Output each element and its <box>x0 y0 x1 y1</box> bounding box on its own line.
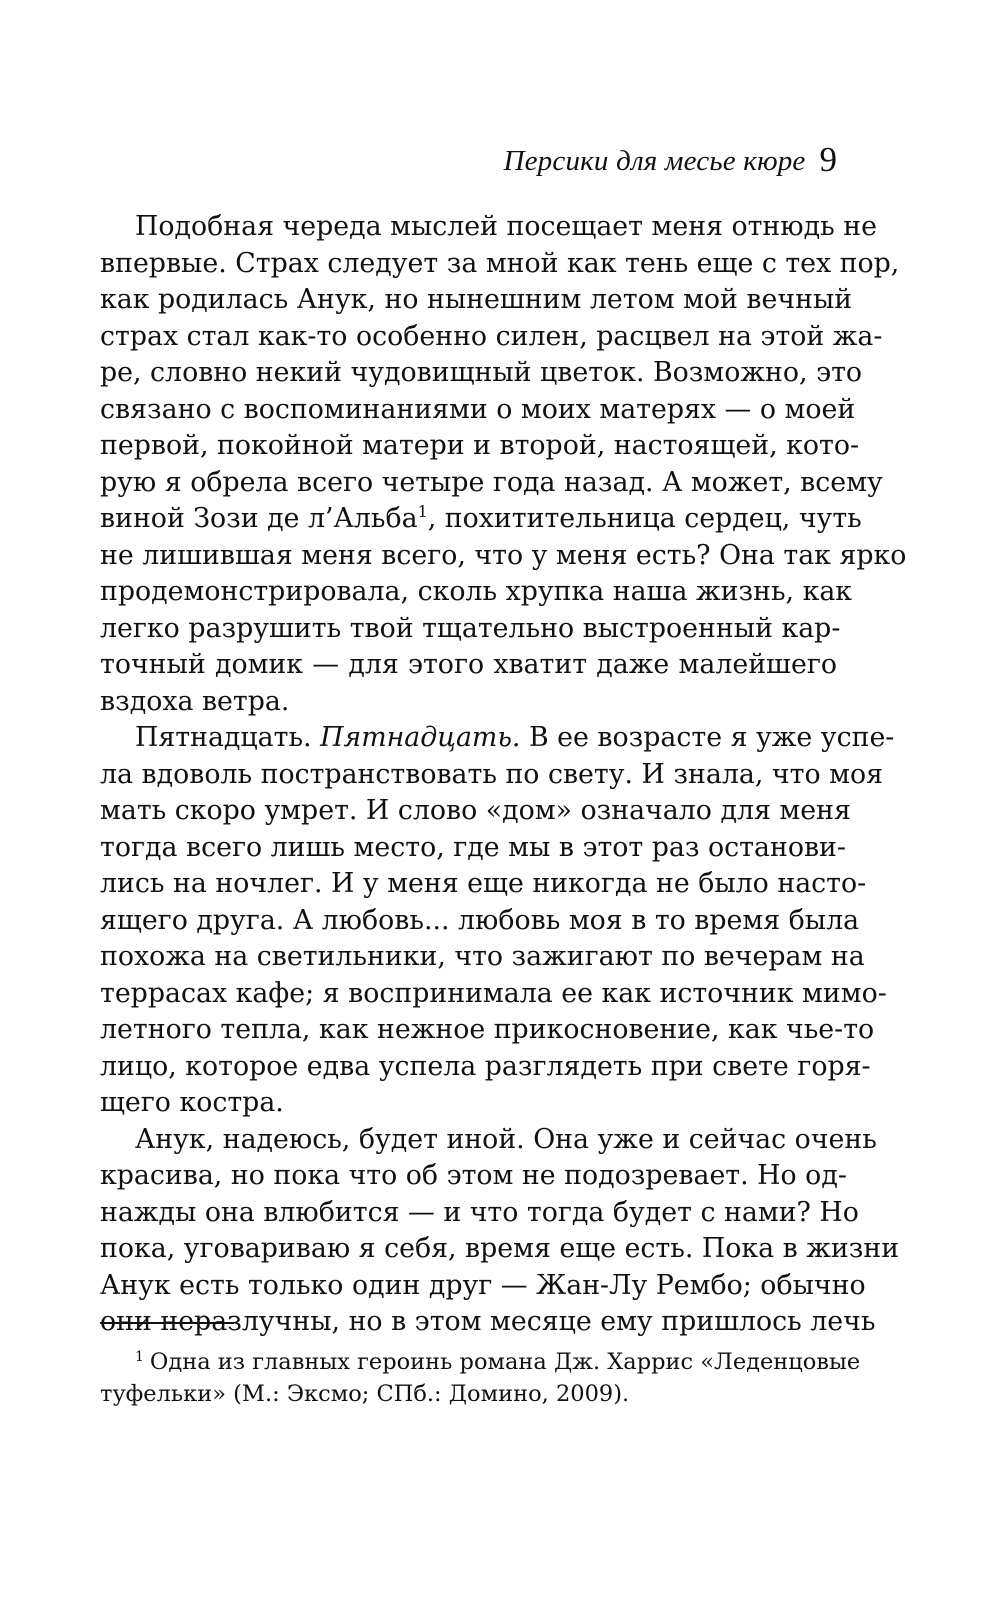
text-line: вздоха ветра. <box>100 685 290 717</box>
paragraph-3 <box>100 1122 900 1341</box>
text-line: впервые. Страх следует за мной как тень еще с тех пор, <box>100 247 900 279</box>
footnote-marker: 1 <box>135 1349 144 1365</box>
text-line: лись на ночлег. И у меня еще никогда не было насто- <box>100 868 867 899</box>
text-line: ящего друга. А любовь... любовь моя в то время была <box>100 904 860 936</box>
italic-emphasis: Пятнадцать. <box>320 722 521 753</box>
text-line: легко разрушить твой тщательно выстроенный кар- <box>100 612 841 644</box>
text-line: продемонстрировала, сколь хрупка наша жизнь, как <box>100 576 853 607</box>
text-fragment: виной Зози де л’Альба <box>100 503 418 534</box>
text-line: они неразлучны, но в этом месяце ему пришлось лечь <box>100 1306 876 1337</box>
text-line: рую я обрела всего четыре года назад. А может, всему <box>100 466 883 498</box>
paragraph-1 <box>100 209 907 720</box>
running-head <box>0 140 837 180</box>
text-line: Подобная череда мыслей посещает меня отнюдь не <box>135 211 877 242</box>
text-line: ла вдоволь постранствовать по свету. И знала, что моя <box>100 758 883 790</box>
text-line: первой, покойной матери и второй, настоящей, кото- <box>100 430 860 461</box>
text-line: щего костра. <box>100 1087 284 1118</box>
text-line: как родилась Анук, но нынешним летом мой вечный <box>100 284 853 315</box>
text-line: красива, но пока что об этом не подозревает. Но од- <box>100 1160 847 1191</box>
text-line: тогда всего лишь место, где мы в этот раз останови- <box>100 831 846 863</box>
footnote-reference: 1 <box>417 502 428 521</box>
text-fragment: Пятнадцать. <box>135 722 312 753</box>
footnote-divider <box>100 1322 234 1324</box>
text-line: Анук есть только один друг — Жан-Лу Рембо; обычно <box>100 1269 866 1301</box>
text-line: мать скоро умрет. И слово «дом» означало для меня <box>100 795 851 826</box>
text-line: ре, словно некий чудовищный цветок. Возможно, это <box>100 357 863 388</box>
text-line: пока, уговариваю я себя, время еще есть. Пока в жизни <box>100 1233 900 1264</box>
text-fragment: , похитительница сердец, чуть <box>427 503 862 534</box>
footnote-line <box>100 1346 861 1378</box>
text-line: похожа на светильники, что зажигают по вечерам на <box>100 941 865 972</box>
page-number: 9 <box>819 140 837 179</box>
text-line: страх стал как-то особенно силен, расцвел на этой жа- <box>100 320 883 352</box>
footnote-text: Одна из главных героинь романа Дж. Харрис «Леденцовые <box>149 1349 861 1375</box>
footnote <box>100 1346 861 1410</box>
footnote-line: туфельки» (М.: Эксмо; СПб.: Домино, 2009). <box>100 1381 630 1407</box>
text-line: летного тепла, как нежное прикосновение, как чье-то <box>100 1014 875 1045</box>
paragraph-2 <box>100 720 895 1122</box>
text-line: точный домик — для этого хватит даже малейшего <box>100 649 837 680</box>
text-line: не лишившая меня всего, что у меня есть? Она так ярко <box>100 539 907 571</box>
text-line: Анук, надеюсь, будет иной. Она уже и сейчас очень <box>135 1123 877 1155</box>
text-line <box>100 720 895 757</box>
text-line: лицо, которое едва успела разглядеть при свете горя- <box>100 1050 871 1082</box>
text-fragment: В ее возрасте я уже успе- <box>528 722 895 753</box>
text-line: террасах кафе; я воспринимала ее как источник мимо- <box>100 977 887 1009</box>
text-line: нажды она влюбится — и что тогда будет с нами? Но <box>100 1196 859 1228</box>
text-line <box>100 501 862 538</box>
main-text <box>100 209 907 1341</box>
text-line: связано с воспоминаниями о моих матерях — о моей <box>100 393 856 425</box>
running-title: Персики для месье кюре <box>503 145 806 177</box>
